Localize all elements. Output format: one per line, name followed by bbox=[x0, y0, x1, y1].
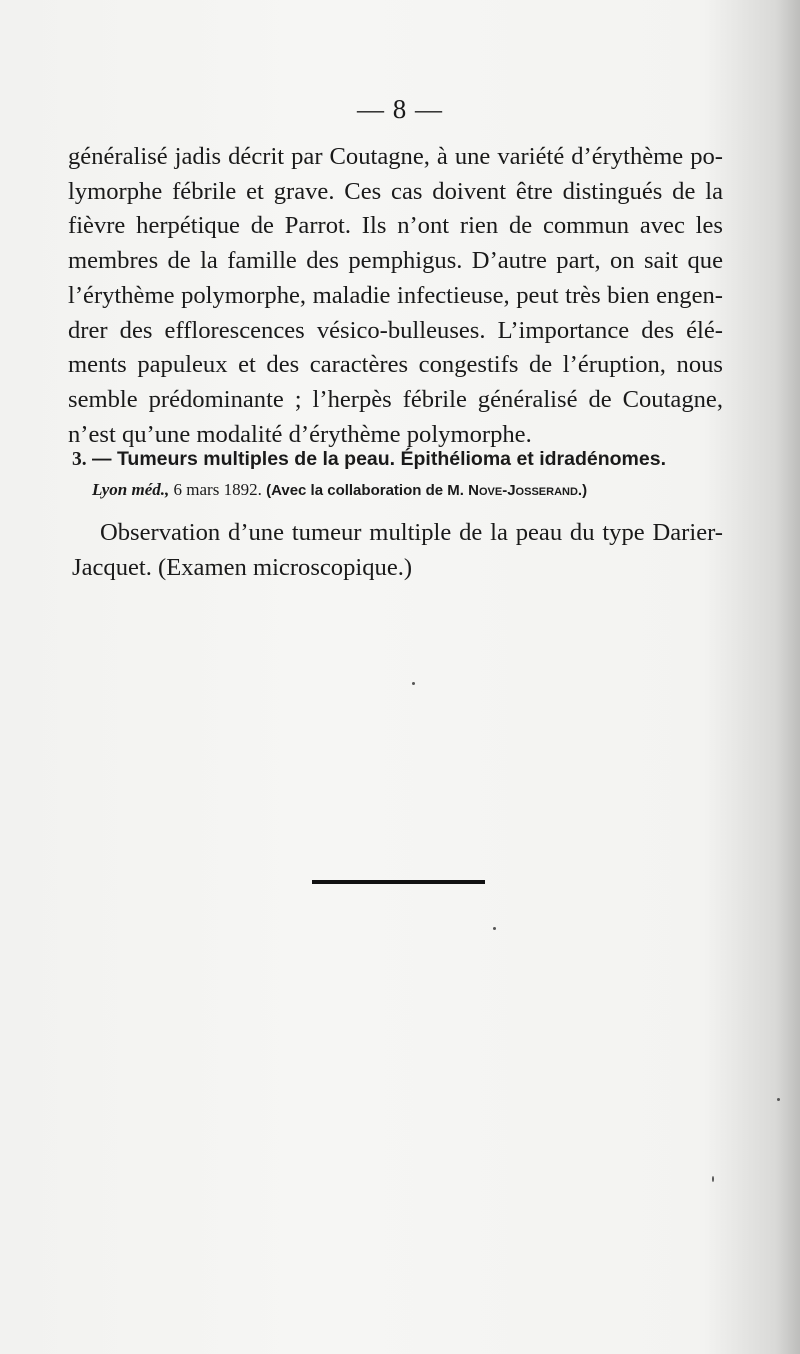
paragraph-line: semble prédominante ; l’herpès fébrile généralisé de Coutagne, bbox=[68, 385, 723, 413]
citation-date: 6 mars 1892. bbox=[173, 480, 262, 499]
citation-journal: Lyon méd., bbox=[92, 480, 170, 499]
entry-number: 3. bbox=[72, 449, 87, 470]
paragraph-line: ments papuleux et des caractères congestifs de l’éruption, nous bbox=[68, 351, 723, 379]
paragraph-line: membres de la famille des pemphigus. D’autre part, on sait que bbox=[68, 247, 723, 275]
entry-heading bbox=[72, 448, 727, 471]
intro-paragraph bbox=[68, 140, 723, 452]
paper-speck bbox=[493, 927, 496, 930]
paragraph-line: drer des efflorescences vésico-bulleuses. L’importance des élé- bbox=[68, 316, 723, 344]
paragraph-line: Jacquet. (Examen microscopique.) bbox=[72, 553, 413, 581]
page-number: — 8 — bbox=[357, 94, 443, 124]
paragraph-line: l’érythème polymorphe, maladie infectieuse, peut très bien engen- bbox=[68, 281, 723, 309]
paragraph-line: n’est qu’une modalité d’érythème polymorphe. bbox=[68, 420, 532, 448]
observation-paragraph bbox=[72, 516, 723, 585]
paragraph-line: généralisé jadis décrit par Coutagne, à une variété d’érythème po- bbox=[68, 143, 723, 170]
paper-speck bbox=[412, 682, 415, 685]
paper-speck bbox=[777, 1098, 780, 1101]
paragraph-line: lymorphe fébrile et grave. Ces cas doivent être distingués de la bbox=[68, 177, 723, 205]
paper-speck bbox=[712, 1176, 714, 1182]
section-end-rule bbox=[312, 880, 485, 884]
citation-collaboration: (Avec la collaboration de M. bbox=[266, 482, 464, 499]
citation-collaborator: Nove-Josserand.) bbox=[468, 482, 588, 499]
entry-title: — Tumeurs multiples de la peau. Épithélioma et idradénomes. bbox=[92, 448, 666, 470]
paragraph-line: fièvre herpétique de Parrot. Ils n’ont rien de commun avec les bbox=[68, 212, 723, 240]
entry-citation bbox=[92, 480, 732, 500]
paragraph-line: Observation d’une tumeur multiple de la peau du type Darier- bbox=[100, 519, 723, 546]
